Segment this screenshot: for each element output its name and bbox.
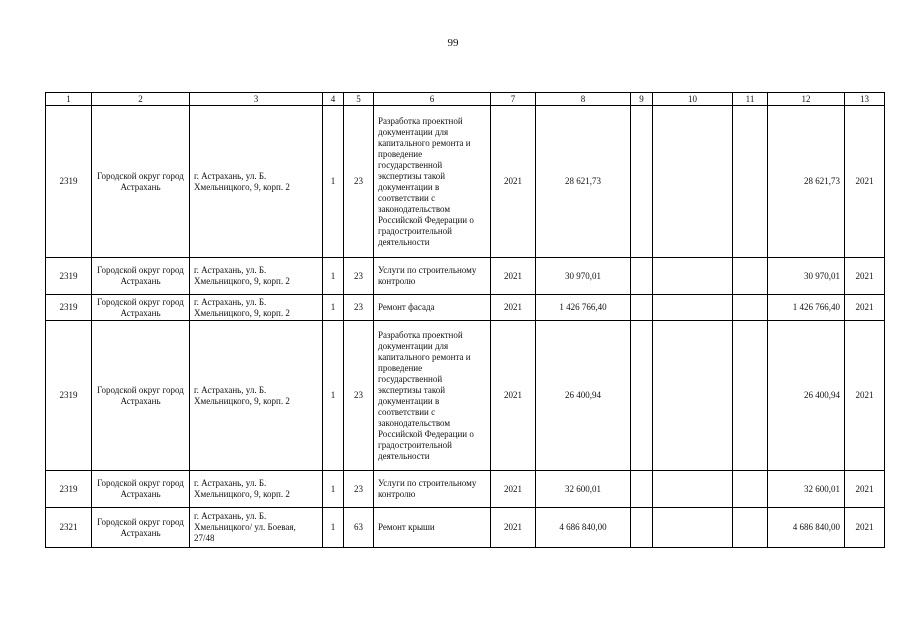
cell-work-type: Разработка проектной документации для капитального ремонта и проведение государственной экспертизы такой документации в соответствии с законодательством Российской Федерации о градостроительной деятельности bbox=[374, 106, 491, 258]
table-row bbox=[46, 106, 885, 258]
table-row bbox=[46, 295, 885, 321]
cell-address: г. Астрахань, ул. Б. Хмельницкого/ ул. Боевая, 27/48 bbox=[190, 508, 323, 548]
column-header: 8 bbox=[536, 93, 631, 106]
column-header: 2 bbox=[92, 93, 190, 106]
column-header: 11 bbox=[733, 93, 768, 106]
cell-registry-number: 2319 bbox=[46, 106, 92, 258]
capital-repair-table bbox=[45, 92, 885, 548]
cell-registry-number: 2319 bbox=[46, 295, 92, 321]
table-row bbox=[46, 508, 885, 548]
cell-work-type: Услуги по строительному контролю bbox=[374, 471, 491, 508]
cell-col4: 1 bbox=[323, 508, 344, 548]
cell-work-type: Разработка проектной документации для капитального ремонта и проведение государственной экспертизы такой документации в соответствии с законодательством Российской Федерации о градостроительной деятельности bbox=[374, 321, 491, 471]
column-header: 4 bbox=[323, 93, 344, 106]
cell-address: г. Астрахань, ул. Б. Хмельницкого, 9, корп. 2 bbox=[190, 471, 323, 508]
cell-cost: 26 400,94 bbox=[536, 321, 631, 471]
column-header: 10 bbox=[653, 93, 733, 106]
column-header: 7 bbox=[491, 93, 536, 106]
cell-address: г. Астрахань, ул. Б. Хмельницкого, 9, корп. 2 bbox=[190, 295, 323, 321]
cell-registry-number: 2319 bbox=[46, 471, 92, 508]
cell-total: 4 686 840,00 bbox=[768, 508, 845, 548]
cell-col5: 23 bbox=[344, 321, 374, 471]
cell-registry-number: 2321 bbox=[46, 508, 92, 548]
cell-cost: 1 426 766,40 bbox=[536, 295, 631, 321]
cell-municipality: Городской округ город Астрахань bbox=[92, 106, 190, 258]
cell-col9 bbox=[631, 321, 653, 471]
cell-col11 bbox=[733, 258, 768, 295]
table-row bbox=[46, 471, 885, 508]
cell-completion-year: 2021 bbox=[845, 321, 885, 471]
cell-cost: 32 600,01 bbox=[536, 471, 631, 508]
column-number-row bbox=[46, 93, 885, 106]
cell-col9 bbox=[631, 106, 653, 258]
cell-col11 bbox=[733, 106, 768, 258]
cell-completion-year: 2021 bbox=[845, 471, 885, 508]
cell-col10 bbox=[653, 321, 733, 471]
cell-year: 2021 bbox=[491, 321, 536, 471]
column-header: 9 bbox=[631, 93, 653, 106]
cell-col10 bbox=[653, 106, 733, 258]
cell-year: 2021 bbox=[491, 471, 536, 508]
cell-municipality: Городской округ город Астрахань bbox=[92, 508, 190, 548]
cell-cost: 28 621,73 bbox=[536, 106, 631, 258]
cell-municipality: Городской округ город Астрахань bbox=[92, 295, 190, 321]
cell-col4: 1 bbox=[323, 471, 344, 508]
cell-col10 bbox=[653, 295, 733, 321]
cell-col4: 1 bbox=[323, 258, 344, 295]
cell-col11 bbox=[733, 471, 768, 508]
cell-work-type: Ремонт крыши bbox=[374, 508, 491, 548]
column-header: 5 bbox=[344, 93, 374, 106]
cell-completion-year: 2021 bbox=[845, 258, 885, 295]
cell-col9 bbox=[631, 471, 653, 508]
cell-completion-year: 2021 bbox=[845, 295, 885, 321]
cell-total: 1 426 766,40 bbox=[768, 295, 845, 321]
cell-work-type: Услуги по строительному контролю bbox=[374, 258, 491, 295]
cell-total: 32 600,01 bbox=[768, 471, 845, 508]
column-header: 12 bbox=[768, 93, 845, 106]
table-row bbox=[46, 321, 885, 471]
cell-address: г. Астрахань, ул. Б. Хмельницкого, 9, корп. 2 bbox=[190, 321, 323, 471]
cell-year: 2021 bbox=[491, 295, 536, 321]
cell-total: 26 400,94 bbox=[768, 321, 845, 471]
cell-completion-year: 2021 bbox=[845, 106, 885, 258]
cell-municipality: Городской округ город Астрахань bbox=[92, 321, 190, 471]
cell-cost: 30 970,01 bbox=[536, 258, 631, 295]
cell-col5: 63 bbox=[344, 508, 374, 548]
cell-col4: 1 bbox=[323, 321, 344, 471]
cell-col9 bbox=[631, 295, 653, 321]
cell-col10 bbox=[653, 508, 733, 548]
column-header: 6 bbox=[374, 93, 491, 106]
cell-registry-number: 2319 bbox=[46, 321, 92, 471]
cell-year: 2021 bbox=[491, 106, 536, 258]
cell-municipality: Городской округ город Астрахань bbox=[92, 471, 190, 508]
cell-work-type: Ремонт фасада bbox=[374, 295, 491, 321]
cell-col5: 23 bbox=[344, 258, 374, 295]
cell-address: г. Астрахань, ул. Б. Хмельницкого, 9, корп. 2 bbox=[190, 106, 323, 258]
page-number: 99 bbox=[447, 37, 459, 49]
cell-col5: 23 bbox=[344, 471, 374, 508]
cell-registry-number: 2319 bbox=[46, 258, 92, 295]
cell-col10 bbox=[653, 258, 733, 295]
table-row bbox=[46, 258, 885, 295]
column-header: 1 bbox=[46, 93, 92, 106]
cell-municipality: Городской округ город Астрахань bbox=[92, 258, 190, 295]
cell-col4: 1 bbox=[323, 106, 344, 258]
cell-col5: 23 bbox=[344, 106, 374, 258]
cell-completion-year: 2021 bbox=[845, 508, 885, 548]
cell-col11 bbox=[733, 508, 768, 548]
cell-col11 bbox=[733, 295, 768, 321]
cell-col4: 1 bbox=[323, 295, 344, 321]
column-header: 3 bbox=[190, 93, 323, 106]
cell-col11 bbox=[733, 321, 768, 471]
cell-col5: 23 bbox=[344, 295, 374, 321]
cell-col10 bbox=[653, 471, 733, 508]
cell-cost: 4 686 840,00 bbox=[536, 508, 631, 548]
cell-total: 28 621,73 bbox=[768, 106, 845, 258]
cell-year: 2021 bbox=[491, 508, 536, 548]
cell-total: 30 970,01 bbox=[768, 258, 845, 295]
cell-col9 bbox=[631, 258, 653, 295]
cell-address: г. Астрахань, ул. Б. Хмельницкого, 9, корп. 2 bbox=[190, 258, 323, 295]
column-header: 13 bbox=[845, 93, 885, 106]
cell-col9 bbox=[631, 508, 653, 548]
cell-year: 2021 bbox=[491, 258, 536, 295]
